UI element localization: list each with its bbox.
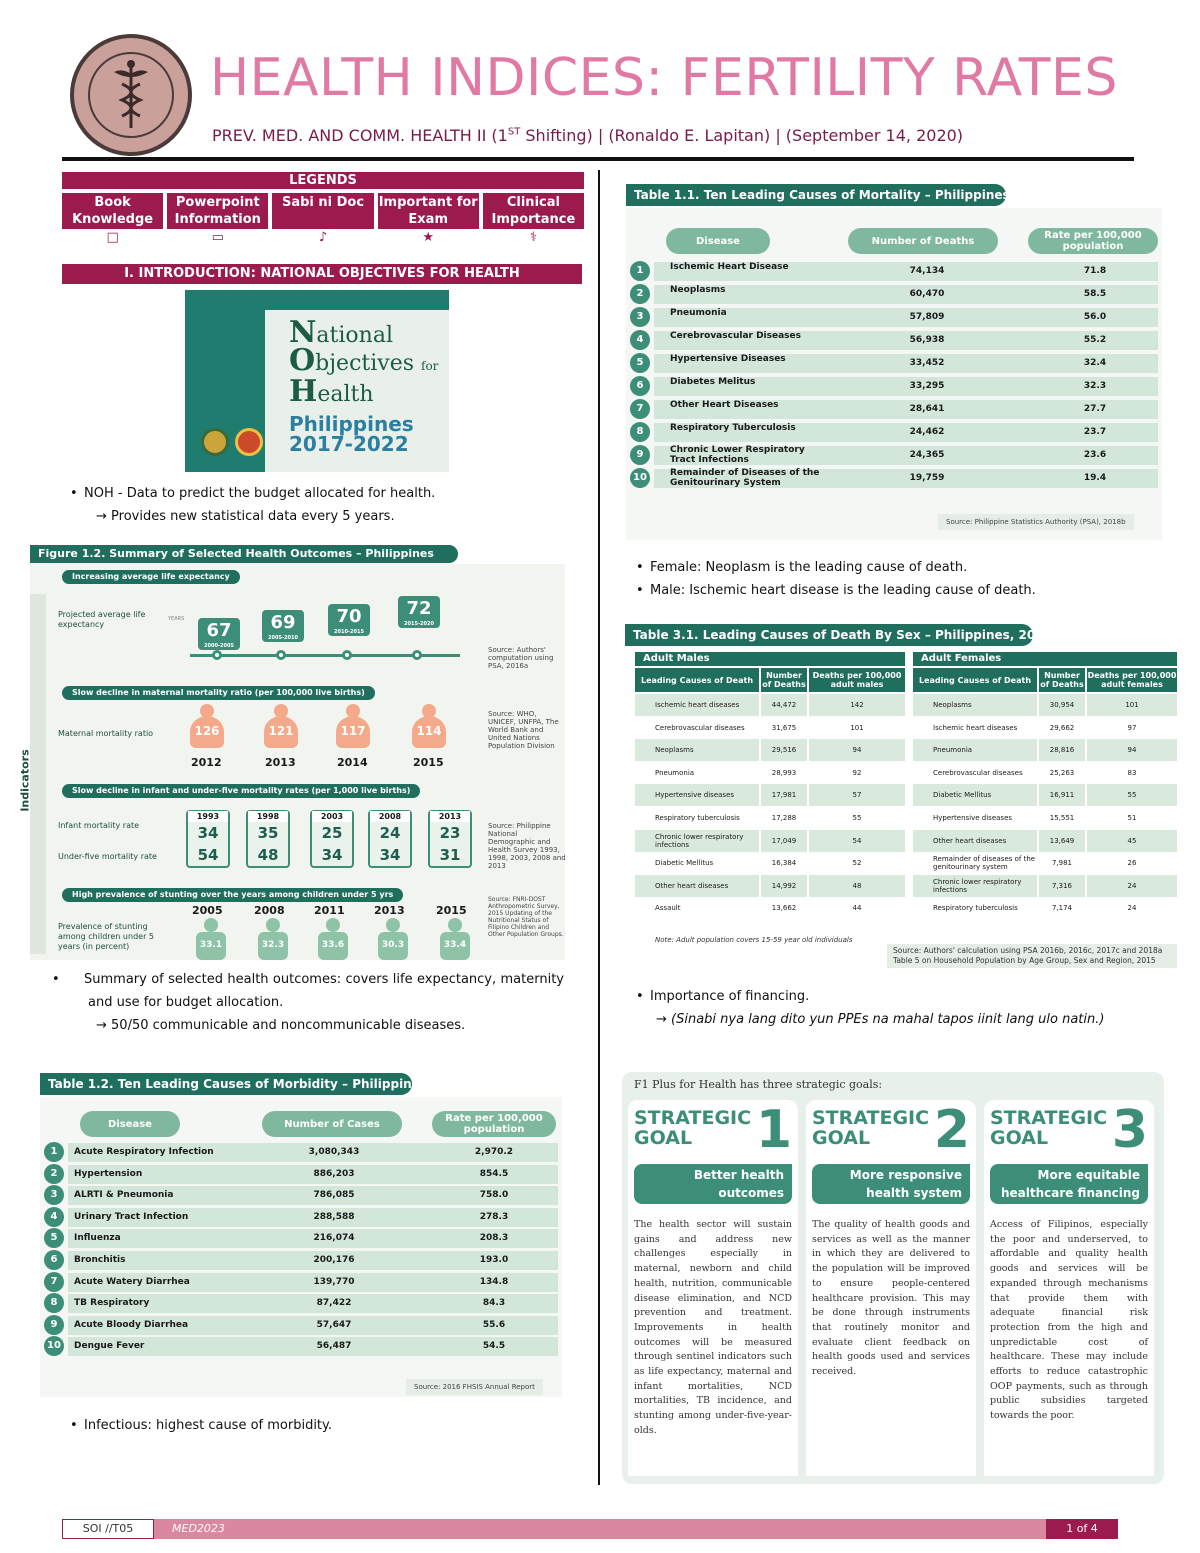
male-deaths: 29,516	[761, 739, 807, 761]
goal-number: 2	[933, 1100, 970, 1160]
f1-plus-logo-icon	[235, 428, 263, 456]
rate-value: 54.5	[482, 1341, 506, 1352]
rate-value: 32.4	[1083, 358, 1107, 368]
maternal-mortality-value: 117	[336, 716, 370, 748]
female-deaths: 15,551	[1049, 814, 1075, 822]
male-deaths: 17,049	[761, 830, 807, 852]
legend-book-knowledge: Book Knowledge □	[62, 193, 163, 247]
disease-name: Hypertension	[74, 1168, 143, 1179]
goal-description: The health sector will sustain gains and address new challenges especially in maternal, newborn and child health, nutrition, communicable disease elimination, and NCD prevention and treatment. Improvements in health outcomes will be measured through sentinel indicators such as life expectancy, maternal and infant mortalities, NCD mortalities, TB incidence, and stunting among under-five-year-olds.	[634, 1219, 792, 1436]
female-rate: 83	[1127, 768, 1137, 777]
stunting-year: 2011	[314, 904, 345, 917]
case-count: 56,938	[909, 335, 945, 345]
infant-mortality-value: 25	[321, 824, 343, 842]
disease-name: Diabetes Melitus	[670, 377, 756, 387]
table-row	[630, 377, 1158, 396]
stunting-year: 2013	[374, 904, 405, 917]
rank-badge: 9	[630, 445, 650, 465]
strategic-goals-panel	[622, 1072, 1164, 1484]
noh-cover-subtitle: Philippines 2017-2022	[289, 412, 414, 456]
under-five-mortality-value: 54	[197, 846, 219, 864]
case-count: 216,074	[313, 1233, 355, 1244]
female-cause: Respiratory tuberculosis	[933, 904, 1018, 913]
section-heading-introduction: I. INTRODUCTION: NATIONAL OBJECTIVES FOR HEALTH	[62, 264, 582, 284]
child-icon	[258, 918, 288, 960]
table-row	[630, 285, 1158, 304]
footer-code: SOI //T05	[62, 1519, 154, 1539]
case-count: 200,176	[313, 1255, 355, 1265]
table-mortality-title: Table 1.1. Ten Leading Causes of Mortality – Philippines, 2016	[626, 184, 1006, 206]
rate-value: 32.3	[1083, 381, 1107, 391]
female-deaths: 28,816	[1039, 739, 1085, 761]
disease-name: Acute Bloody Diarrhea	[74, 1319, 189, 1330]
maternal-mortality-value: 126	[190, 716, 224, 748]
book-icon: □	[106, 230, 119, 245]
rank-badge: 6	[44, 1250, 64, 1270]
disease-name: Acute Watery Diarrhea	[74, 1276, 190, 1287]
under-five-mortality-value: 34	[379, 846, 401, 864]
goal-tagline: Better health outcomes	[634, 1164, 792, 1204]
rank-badge: 2	[630, 284, 650, 304]
maternal-year: 2012	[191, 756, 222, 769]
maternal-mortality-value: 121	[264, 716, 298, 748]
table-death-by-sex-title: Table 3.1. Leading Causes of Death By Sex – Philippines, 2016	[625, 624, 1033, 646]
disease-name: Dengue Fever	[74, 1341, 145, 1352]
life-expectancy-period: 2005-2010	[268, 635, 298, 641]
male-deaths: 17,981	[761, 784, 807, 806]
disease-name: Pneumonia	[670, 308, 727, 318]
caduceus-icon	[74, 38, 188, 152]
female-rate: 24	[1087, 875, 1177, 897]
goal-number: 1	[755, 1100, 792, 1160]
page-subtitle: PREV. MED. AND COMM. HEALTH II (1ST Shifting) | (Ronaldo E. Lapitan) | (September 14, 2020)	[212, 126, 964, 145]
goal-word: GOAL	[634, 1127, 693, 1149]
table-row	[630, 331, 1158, 350]
rate-value: 71.8	[1083, 266, 1107, 276]
goal-description: Access of Filipinos, especially the poor and underserved, to affordable and quality health goods and services will be expanded through mechanisms that provide them with adequate financial risk protection from the high and unpredictable cost of healthcare. These may include efforts to reduce catastrophic OOP payments, such as through public subsidies targeted towards the poor.	[990, 1219, 1148, 1422]
life-expectancy-period: 2000-2005	[204, 643, 234, 649]
male-deaths: 16,384	[771, 859, 797, 868]
rate-value: 27.7	[1083, 404, 1107, 414]
male-deaths: 44,472	[761, 694, 807, 716]
rate-value: 193.0	[479, 1255, 509, 1265]
disease-name: Influenza	[74, 1233, 121, 1244]
table-row	[44, 1273, 558, 1292]
male-rate: 54	[809, 830, 905, 852]
column-divider	[598, 170, 600, 1485]
rank-badge: 7	[44, 1272, 64, 1292]
male-cause: Chronic lower respiratory infections	[635, 830, 759, 852]
male-deaths: 31,675	[771, 723, 797, 732]
infant-mortality-value: 34	[197, 824, 219, 842]
table-row	[630, 423, 1158, 442]
male-rate: 48	[809, 875, 905, 897]
pregnant-woman-icon	[190, 704, 224, 748]
goal-number: 3	[1111, 1100, 1148, 1160]
female-deaths: 13,649	[1039, 830, 1085, 852]
noh-cover-image	[185, 290, 449, 472]
legend-important-exam: Important for Exam ★	[378, 195, 478, 245]
strategic-word: STRATEGIC	[812, 1107, 930, 1129]
rank-badge: 1	[44, 1142, 64, 1162]
female-rate: 24	[1127, 904, 1137, 913]
table-death-by-sex: Table 3.1. Leading Causes of Death By Sex – Philippines, 2016 Adult Males Adult Females Leading Causes of Death Number of Deaths Deaths per 100,000 adult males Leading Causes of Death Number of Deaths Deaths per 100,000 adult females Ischemic heart diseases 44,472 142 Neoplasms 30,954 101 Cerebrovascular diseases 31,675 101 Ischemic heart diseases 29,662 97 Neoplasms 29,516 94 Pneumonia 28,816 94 Pneumonia 28,993 92 Cerebrovascular diseases 25,263 83 Hypertensive diseases 17,981 57 Diabetic Mellitus 16,911 55 Respiratory tuberculosis 17,288 55 Hypertensive diseases 15,551 51 Chronic lower respiratory infections 17,049 54 Other heart diseases 13,649 45 Diabetic Mellitus 16,384 52 Remainder of diseases of the genitourinary system 7,981 26 Other heart diseases 14,992 48 Chronic lower respiratory infections 7,316 24 Assault 13,662 44 Respiratory tuberculosis 7,174 24 Note: Adult population covers 15-59 year old individuals Source: Authors' calculation using PSA 2016b, 2016c, 2017c and 2018a Table 5 on Household Population by Age Group, Sex and Region, 2015	[625, 624, 1180, 974]
life-expectancy-box	[262, 610, 304, 642]
disease-name: ALRTI & Pneumonia	[74, 1190, 174, 1201]
rate-value: 854.5	[479, 1168, 509, 1179]
male-cause: Other heart diseases	[635, 875, 759, 897]
rate-value: 23.7	[1083, 427, 1107, 437]
table-row	[44, 1208, 558, 1227]
life-expectancy-value: 67	[206, 620, 232, 641]
life-expectancy-box	[198, 618, 240, 650]
male-rate: 44	[852, 904, 862, 913]
child-icon	[318, 918, 348, 960]
rank-badge: 3	[630, 307, 650, 327]
male-deaths: 28,993	[771, 768, 797, 777]
male-cause: Hypertensive diseases	[635, 784, 759, 806]
legend-powerpoint: Powerpoint Information ▭	[167, 193, 268, 247]
case-count: 74,134	[909, 266, 945, 276]
noh-cover-title: National Objectives for Health	[289, 315, 439, 409]
case-count: 3,080,343	[308, 1147, 360, 1157]
case-count: 57,809	[909, 312, 945, 322]
female-rate: 94	[1087, 739, 1177, 761]
caduceus-small-icon: ⚕	[529, 230, 537, 245]
rank-badge: 8	[630, 422, 650, 442]
maternal-year: 2015	[413, 756, 444, 769]
strategic-goal-heading	[990, 1100, 1150, 1170]
legends-title: LEGENDS	[62, 172, 584, 189]
star-icon: ★	[422, 230, 435, 245]
male-cause: Respiratory tuberculosis	[655, 814, 740, 822]
case-count: 87,422	[316, 1298, 352, 1309]
rank-badge: 3	[44, 1185, 64, 1205]
rate-value: 134.8	[479, 1276, 509, 1287]
presentation-icon: ▭	[211, 230, 224, 245]
male-deaths: 13,662	[771, 904, 797, 913]
table-row	[630, 262, 1158, 281]
disease-name: Ischemic Heart Disease	[670, 262, 789, 272]
bullet-noh: • NOH - Data to predict the budget allocated for health. → Provides new statistical data every 5 years.	[70, 486, 436, 524]
table-row	[44, 1316, 558, 1335]
rate-value: 2,970.2	[474, 1147, 514, 1157]
under-five-mortality-value: 48	[257, 846, 279, 864]
disease-name: Acute Respiratory Infection	[74, 1147, 214, 1157]
strategic-goals-title: F1 Plus for Health has three strategic goals:	[634, 1078, 883, 1091]
case-count: 60,470	[909, 289, 945, 299]
male-deaths: 17,288	[771, 814, 797, 822]
strategic-goal-2	[806, 1100, 976, 1476]
male-deaths: 14,992	[761, 875, 807, 897]
rank-badge: 5	[630, 353, 650, 373]
stunting-value: 32.3	[258, 932, 288, 960]
case-count: 786,085	[313, 1190, 355, 1201]
header-divider	[62, 157, 1134, 161]
female-cause: Remainder of diseases of the genitourinary system	[933, 855, 1036, 872]
rate-value: 278.3	[479, 1211, 509, 1222]
child-icon	[440, 918, 470, 960]
case-count: 886,203	[313, 1168, 355, 1179]
legends-table	[62, 172, 584, 247]
male-cause: Assault	[655, 904, 681, 913]
case-count: 28,641	[909, 404, 945, 414]
female-cause: Pneumonia	[913, 739, 1037, 761]
case-count: 33,452	[909, 358, 945, 368]
table-row	[630, 469, 1158, 488]
bullet-summary: • Summary of selected health outcomes: covers life expectancy, maternity and use for budget allocation. → 50/50 communicable and noncommunicable diseases.	[52, 972, 564, 1033]
table-row	[44, 1165, 558, 1184]
mortality-year: 2008	[370, 811, 410, 822]
male-cause: Cerebrovascular diseases	[655, 723, 745, 732]
stunting-value: 33.1	[196, 932, 226, 960]
male-rate: 101	[850, 723, 864, 732]
table-mortality: Disease Number of Deaths Rate per 100,000 population 1 Ischemic Heart Disease 74,134 71.8 2 Neoplasms 60,470 58.5 3 Pneumonia 57,809 56.0 4 Cerebrovascular Diseases 56,938 55.2 5 Hypertensive Diseases 33,452 32.4 6 Diabetes Melitus 33,295 32.3 7 Other Heart Diseases 28,641 27.7 8 Respiratory Tuberculosis 24,462 23.7 9 Chronic Lower Respiratory Tract Infections 24,365 23.6 10 Remainder of Diseases of the Genitourinary System 19,759 19.4 Source: Philippine Statistics Authority (PSA), 2018b	[626, 208, 1162, 540]
bullet-sex-leading-cause: • Female: Neoplasm is the leading cause of death. • Male: Ischemic heart disease is the leading cause of death.	[636, 560, 1036, 598]
rate-value: 758.0	[479, 1190, 509, 1201]
female-deaths: 16,911	[1039, 784, 1085, 806]
female-cause: Ischemic heart diseases	[933, 723, 1018, 732]
rank-badge: 7	[630, 399, 650, 419]
timeline-dot	[212, 650, 222, 660]
case-count: 24,365	[909, 450, 945, 460]
bullet-infectious: • Infectious: highest cause of morbidity.	[70, 1418, 333, 1433]
female-cause: Chronic lower respiratory infections	[913, 875, 1037, 897]
female-cause: Other heart diseases	[913, 830, 1037, 852]
disease-name: Other Heart Diseases	[670, 400, 779, 410]
female-cause: Neoplasms	[913, 694, 1037, 716]
table-row	[44, 1229, 558, 1248]
under-five-mortality-value: 34	[321, 846, 343, 864]
table-row	[630, 354, 1158, 373]
stunting-value: 33.4	[440, 932, 470, 960]
female-cause: Hypertensive diseases	[933, 814, 1013, 822]
rank-badge: 8	[44, 1293, 64, 1313]
female-rate: 101	[1087, 694, 1177, 716]
goal-description: The quality of health goods and services as well as the manner in which they are delivered to the population will be improved to ensure people-centered healthcare provision. This may be done through instruments that routinely monitor and evaluate client feedback on health goods used and services received.	[812, 1219, 970, 1378]
male-rate: 92	[852, 768, 862, 777]
goal-word: GOAL	[812, 1127, 871, 1149]
table-row	[44, 1294, 558, 1313]
male-cause: Diabetic Mellitus	[655, 859, 714, 868]
rank-badge: 4	[630, 330, 650, 350]
goal-tagline: More responsive health system	[812, 1164, 970, 1204]
female-cause: Cerebrovascular diseases	[933, 768, 1023, 777]
male-cause: Pneumonia	[655, 768, 695, 777]
mortality-year: 2013	[430, 811, 470, 822]
female-rate: 97	[1127, 723, 1137, 732]
female-deaths: 29,662	[1049, 723, 1075, 732]
infant-mortality-value: 24	[379, 824, 401, 842]
rank-badge: 9	[44, 1315, 64, 1335]
table-row	[630, 446, 1158, 465]
stunting-year: 2015	[436, 904, 467, 917]
page-footer	[62, 1519, 1118, 1539]
disease-name: Respiratory Tuberculosis	[670, 423, 796, 433]
disease-name: Chronic Lower Respiratory Tract Infections	[670, 445, 805, 465]
rate-value: 23.6	[1083, 450, 1107, 460]
child-icon	[196, 918, 226, 960]
table-row	[44, 1251, 558, 1270]
strategic-goal-1	[628, 1100, 798, 1476]
disease-name: Remainder of Diseases of the Genitourinary System	[670, 468, 820, 488]
infant-mortality-value: 23	[439, 824, 461, 842]
stunting-value: 33.6	[318, 932, 348, 960]
table-row	[44, 1186, 558, 1205]
strategic-word: STRATEGIC	[634, 1107, 752, 1129]
music-note-icon: ♪	[318, 230, 328, 245]
disease-name: TB Respiratory	[74, 1298, 150, 1309]
strategic-goal-heading	[634, 1100, 794, 1170]
case-count: 24,462	[909, 427, 945, 437]
rank-badge: 2	[44, 1164, 64, 1184]
timeline-dot	[342, 650, 352, 660]
bullet-financing: • Importance of financing. → (Sinabi nya lang dito yun PPEs na mahal tapos iinit lang ulo natin.)	[636, 989, 1105, 1027]
female-rate: 26	[1127, 859, 1137, 868]
pregnant-woman-icon	[412, 704, 446, 748]
legend-sabi-ni-doc: Sabi ni Doc ♪	[272, 193, 373, 247]
maternal-year: 2013	[265, 756, 296, 769]
female-rate: 51	[1127, 814, 1137, 822]
table-row	[630, 400, 1158, 419]
pregnant-woman-icon	[336, 704, 370, 748]
child-icon	[378, 918, 408, 960]
mortality-rate-box	[310, 810, 354, 868]
male-cause: Neoplasms	[635, 739, 759, 761]
table-morbidity: Disease Number of Cases Rate per 100,000 population 1 Acute Respiratory Infection 3,080,343 2,970.2 2 Hypertension 886,203 854.5 3 ALRTI & Pneumonia 786,085 758.0 4 Urinary Tract Infection 288,588 278.3 5 Influenza 216,074 208.3 6 Bronchitis 200,176 193.0 7 Acute Watery Diarrhea 139,770 134.8 8 TB Respiratory 87,422 84.3 9 Acute Bloody Diarrhea 57,647 55.6 10 Dengue Fever 56,487 54.5 Source: 2016 FHSIS Annual Report	[40, 1097, 562, 1397]
life-expectancy-box	[328, 604, 370, 636]
life-expectancy-value: 70	[336, 606, 362, 627]
legend-clinical-importance: Clinical Importance ⚕	[483, 193, 584, 247]
mortality-year: 1993	[188, 811, 228, 822]
rate-value: 56.0	[1083, 312, 1107, 322]
life-expectancy-value: 72	[406, 598, 432, 619]
footer-batch: MED2023	[172, 1522, 225, 1535]
male-rate: 94	[809, 739, 905, 761]
figure-health-outcomes: Figure 1.2. Summary of Selected Health Outcomes – Philippines Indicators Increasing average life expectancy Projected average life expectancy YEARS 67 2000-2005 69 2005-2010 70 2010-2015 72 2015-2020 Source: Authors' computation using PSA, 2016a Slow decline in maternal mortality ratio (per 100,000 live births) Maternal mortality ratio 126 2012 121 2013 117 2014 114 2015 Source: WHO, UNICEF, UNFPA, The World Bank and United Nations Population Division Slow decline in infant and under-five mortality rates (per 1,000 live births) Infant mortality rate Under-five mortality rate 1993 34 54 1998 35 48 2003 25 34 2008 24 34 2013 23 31 Source: Philippine National Demographic and Health Survey 1993, 1998, 2003, 2008 and 2013 High prevalence of stunting over the years among children under 5 yrs Prevalence of stunting among children under 5 years (in percent) 2005 33.1 2008 32.3 2011 33.6 2013 30.3 2015 33.4 Source: FNRI-DOST Anthropometric Survey, 2015 Updating of the Nutritional Status of Filipino Children and Other Population Groups.	[30, 542, 570, 962]
female-deaths: 25,263	[1049, 768, 1075, 777]
rate-value: 19.4	[1083, 473, 1107, 483]
case-count: 56,487	[316, 1341, 352, 1352]
rank-badge: 6	[630, 376, 650, 396]
rank-badge: 10	[630, 468, 650, 488]
infant-mortality-value: 35	[257, 824, 279, 842]
life-expectancy-box	[398, 596, 440, 628]
case-count: 19,759	[909, 473, 945, 483]
strategic-goal-heading	[812, 1100, 972, 1170]
footer-page-number: 1 of 4	[1046, 1519, 1118, 1539]
maternal-year: 2014	[337, 756, 368, 769]
rank-badge: 4	[44, 1207, 64, 1227]
stunting-value: 30.3	[378, 932, 408, 960]
disease-name: Neoplasms	[670, 285, 726, 295]
case-count: 139,770	[313, 1276, 355, 1287]
disease-name: Hypertensive Diseases	[670, 354, 786, 364]
case-count: 33,295	[909, 381, 945, 391]
strategic-goal-3	[984, 1100, 1154, 1476]
mortality-year: 2003	[312, 811, 352, 822]
goal-word: GOAL	[990, 1127, 1049, 1149]
male-rate: 55	[852, 814, 862, 822]
mortality-rate-box	[428, 810, 472, 868]
page-title: HEALTH INDICES: FERTILITY RATES	[210, 48, 1118, 108]
mortality-rate-box	[186, 810, 230, 868]
timeline-dot	[412, 650, 422, 660]
doh-seal-icon	[201, 428, 229, 456]
rate-value: 58.5	[1083, 289, 1107, 299]
stunting-year: 2008	[254, 904, 285, 917]
female-deaths: 7,174	[1051, 904, 1073, 913]
rate-value: 55.2	[1083, 335, 1107, 345]
female-deaths: 7,316	[1039, 875, 1085, 897]
male-rate: 52	[852, 859, 862, 868]
case-count: 57,647	[316, 1319, 352, 1330]
stunting-year: 2005	[192, 904, 223, 917]
figure-title: Figure 1.2. Summary of Selected Health Outcomes – Philippines	[30, 545, 458, 563]
case-count: 288,588	[313, 1211, 355, 1222]
female-cause: Diabetic Mellitus	[913, 784, 1037, 806]
life-expectancy-period: 2010-2015	[334, 629, 364, 635]
disease-name: Cerebrovascular Diseases	[670, 331, 801, 341]
goal-tagline: More equitable healthcare financing	[990, 1164, 1148, 1204]
table-row	[44, 1143, 558, 1162]
pregnant-woman-icon	[264, 704, 298, 748]
male-rate: 57	[809, 784, 905, 806]
strategic-word: STRATEGIC	[990, 1107, 1108, 1129]
timeline-dot	[276, 650, 286, 660]
maternal-mortality-value: 114	[412, 716, 446, 748]
female-rate: 45	[1087, 830, 1177, 852]
mortality-year: 1998	[248, 811, 288, 822]
male-cause: Ischemic heart diseases	[635, 694, 759, 716]
rank-badge: 5	[44, 1228, 64, 1248]
rank-badge: 10	[44, 1336, 64, 1356]
rate-value: 208.3	[479, 1233, 509, 1244]
mortality-rate-box	[368, 810, 412, 868]
mortality-rate-box	[246, 810, 290, 868]
life-expectancy-period: 2015-2020	[404, 621, 434, 627]
rate-value: 55.6	[482, 1319, 506, 1330]
female-deaths: 7,981	[1051, 859, 1073, 868]
table-row	[44, 1337, 558, 1356]
rank-badge: 1	[630, 261, 650, 281]
table-row	[630, 308, 1158, 327]
male-rate: 142	[809, 694, 905, 716]
life-expectancy-value: 69	[270, 612, 296, 633]
disease-name: Bronchitis	[74, 1255, 126, 1265]
under-five-mortality-value: 31	[439, 846, 461, 864]
disease-name: Urinary Tract Infection	[74, 1211, 189, 1222]
caduceus-seal-logo	[70, 34, 192, 156]
table-morbidity-title: Table 1.2. Ten Leading Causes of Morbidity – Philippines, 2016	[40, 1073, 412, 1095]
rate-value: 84.3	[482, 1298, 506, 1309]
female-rate: 55	[1087, 784, 1177, 806]
female-deaths: 30,954	[1039, 694, 1085, 716]
